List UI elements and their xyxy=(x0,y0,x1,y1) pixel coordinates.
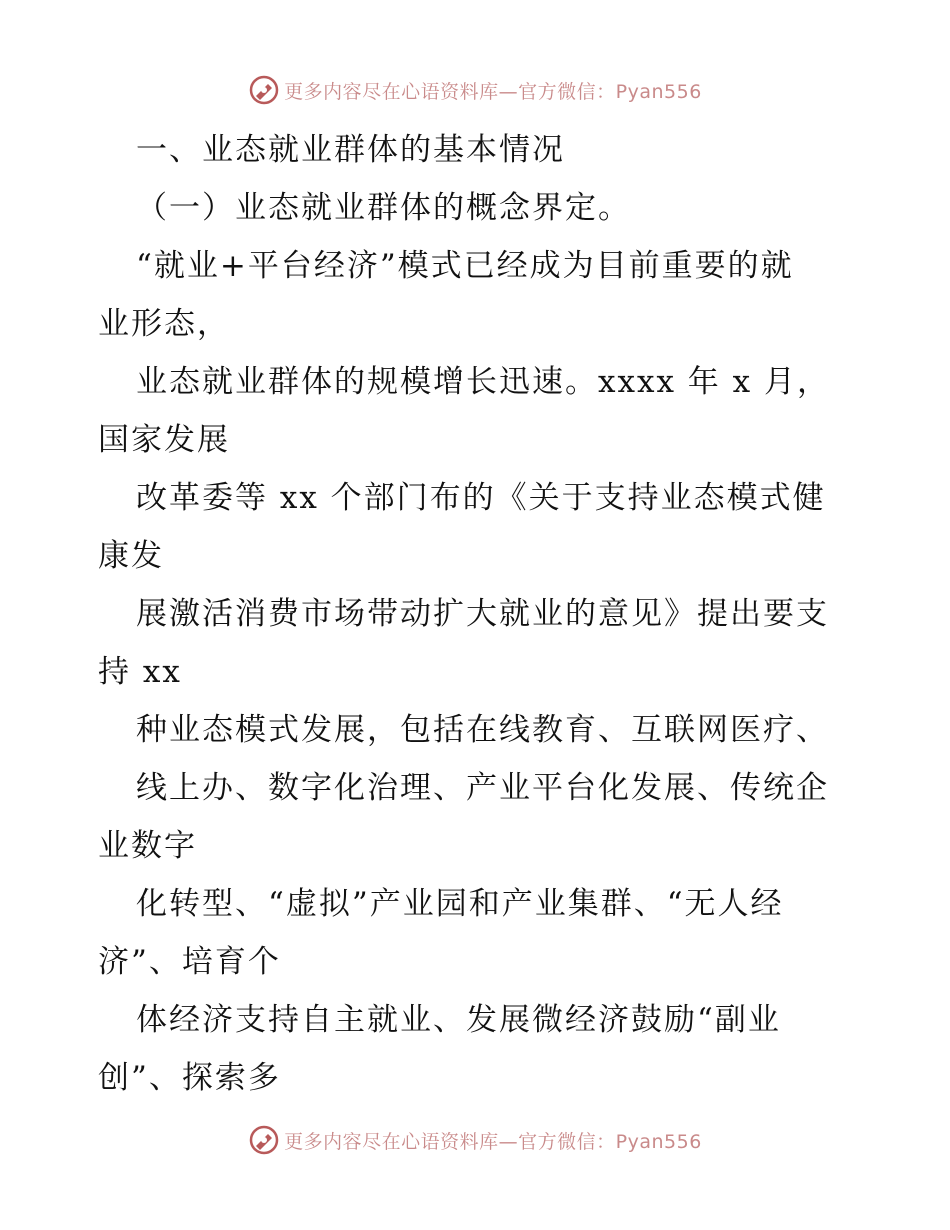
paragraph-line: 创”、探索多 xyxy=(98,1060,281,1096)
section-heading: 一、业态就业群体的基本情况 xyxy=(136,132,565,168)
paragraph-line: 业形态， xyxy=(98,306,230,342)
paragraph-line: 国家发展 xyxy=(98,422,230,458)
pen-seal-icon xyxy=(248,74,280,106)
watermark-text: 更多内容尽在心语资料库—官方微信：Pyan556 xyxy=(284,80,702,103)
paragraph-line: 业数字 xyxy=(98,828,197,864)
paragraph-line: 持 xx xyxy=(98,654,182,690)
watermark-text: 更多内容尽在心语资料库—官方微信：Pyan556 xyxy=(284,1130,702,1153)
paragraph-line: 康发 xyxy=(98,538,164,574)
paragraph-line: 体经济支持自主就业、发展微经济鼓励“副业 xyxy=(136,1002,781,1038)
paragraph-line: 种业态模式发展，包括在线教育、互联网医疗、 xyxy=(136,712,829,748)
paragraph-line: 展激活消费市场带动扩大就业的意见》提出要支 xyxy=(136,596,829,632)
paragraph-line: 济”、培育个 xyxy=(98,944,281,980)
footer-watermark xyxy=(0,1120,950,1160)
paragraph-line: 化转型、“虚拟”产业园和产业集群、“无人经 xyxy=(136,886,784,922)
pen-seal-icon xyxy=(248,1124,280,1156)
paragraph-line: 线上办、数字化治理、产业平台化发展、传统企 xyxy=(136,770,829,806)
paragraph-line: 改革委等 xx 个部门布的《关于支持业态模式健 xyxy=(136,480,826,516)
paragraph-line: 业态就业群体的规模增长迅速。xxxx 年 x 月， xyxy=(136,364,830,400)
subsection-heading: （一）业态就业群体的概念界定。 xyxy=(136,190,631,226)
paragraph-line: “就业+平台经济”模式已经成为目前重要的就 xyxy=(136,248,794,284)
header-watermark xyxy=(0,70,950,110)
